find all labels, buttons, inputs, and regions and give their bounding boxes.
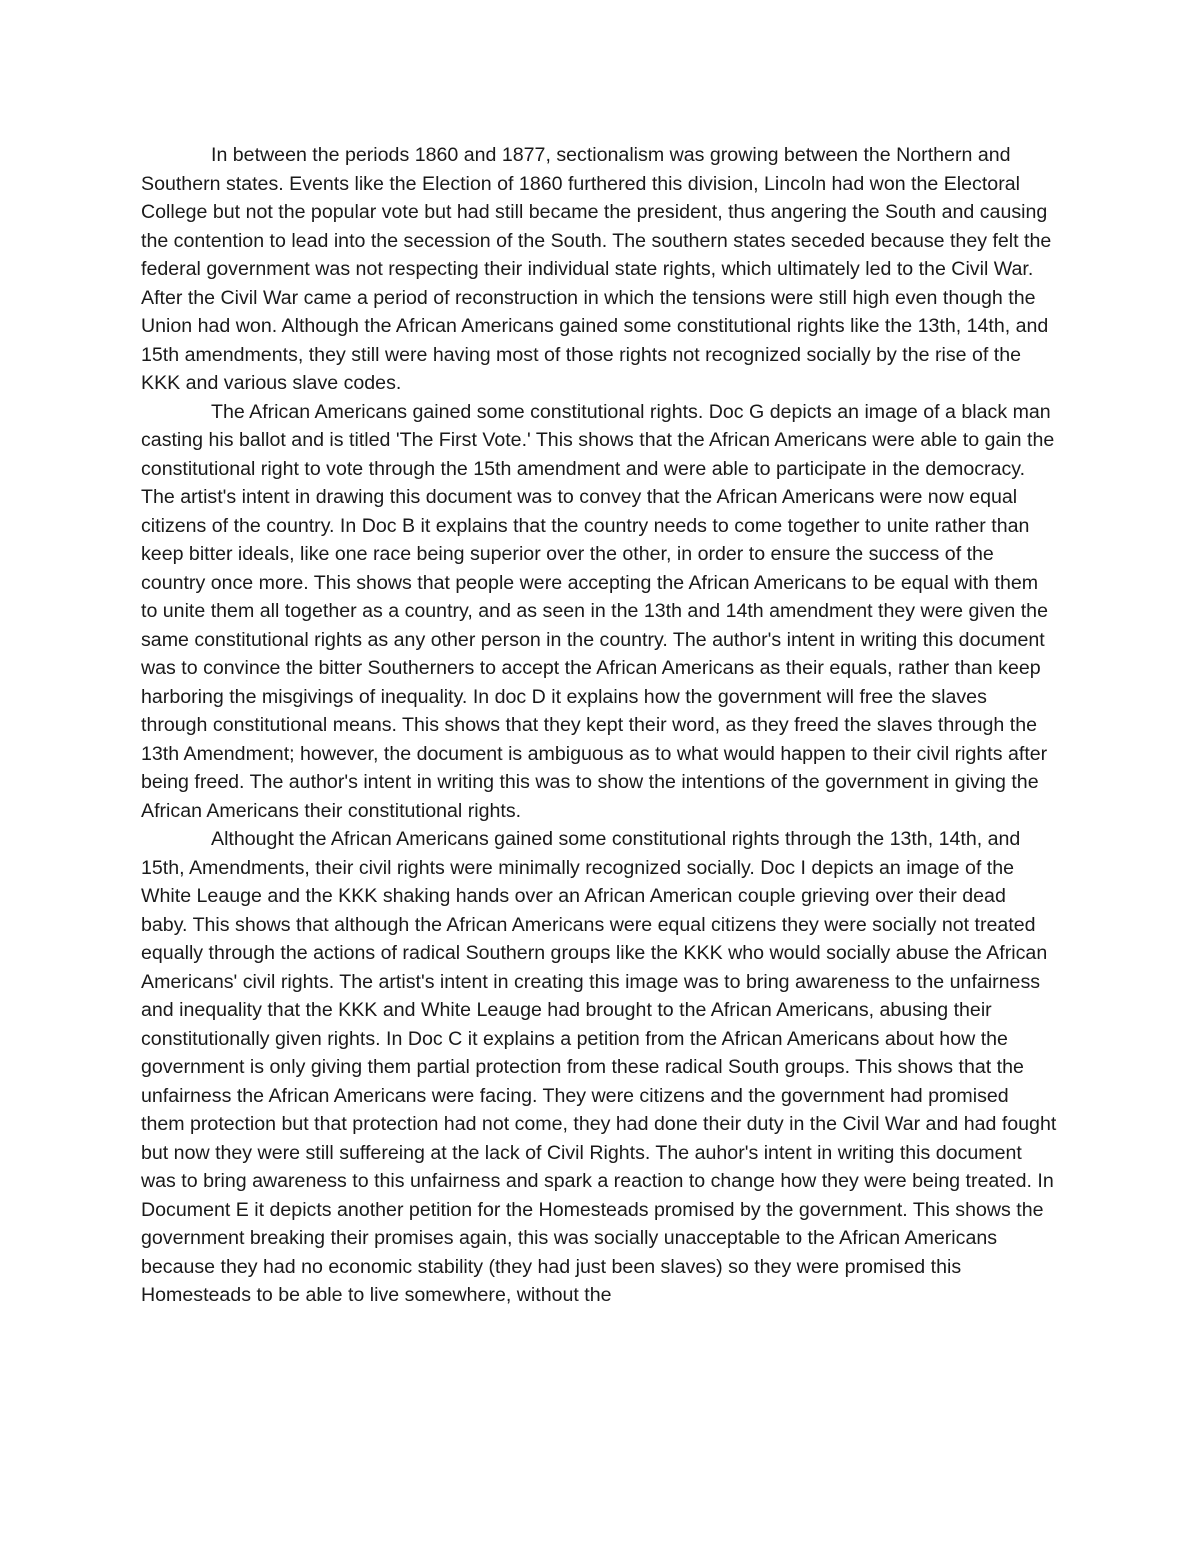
paragraph-intro: In between the periods 1860 and 1877, sectionalism was growing between the Northern and Southern states. Events like the Election of 1860 furthered this division, Lincoln had won the Electoral College but not the popular vote but had still became the president, thus angering the South and causing the contention to lead into the secession of the South. The southern states seceded because they felt the federal government was not respecting their individual state rights, which ultimately led to the Civil War. After the Civil War came a period of reconstruction in which the tensions were still high even though the Union had won. Although the African Americans gained some constitutional rights like the 13th, 14th, and 15th amendments, they still were having most of those rights not recognized socially by the rise of the KKK and various slave codes. [141, 144, 1052, 394]
paragraph-civil-rights: Althought the African Americans gained some constitutional rights through the 13th, 14th, and 15th, Amendments, their civil rights were minimally recognized socially. Doc I depicts an image of the White Leauge and the KKK shaking hands over an African American couple grieving over their dead baby. This shows that although the African Americans were equal citizens they were socially not treated equally through the actions of radical Southern groups like the KKK who would socially abuse the African Americans' civil rights. The artist's intent in creating this image was to bring awareness to the unfairness and inequality that the KKK and White Leauge had brought to the African Americans, abusing their constitutionally given rights. In Doc C it explains a petition from the African Americans about how the government is only giving them partial protection from these radical South groups. This shows that the unfairness the African Americans were facing. They were citizens and the government had promised them protection but that protection had not come, they had done their duty in the Civil War and had fought but now they were still suffereing at the lack of Civil Rights. The auhor's intent in writing this document was to bring awareness to this unfairness and spark a reaction to change how they were being treated. In Document E it depicts another petition for the Homesteads promised by the government. This shows the government breaking their promises again, this was socially unacceptable to the African Americans because they had no economic stability (they had just been slaves) so they were promised this Homesteads to be able to live somewhere, without the [141, 828, 1057, 1306]
essay-body [141, 141, 1057, 1310]
paragraph-constitutional-rights: The African Americans gained some constitutional rights. Doc G depicts an image of a black man casting his ballot and is titled 'The First Vote.' This shows that the African Americans were able to gain the constitutional right to vote through the 15th amendment and were able to participate in the democracy. The artist's intent in drawing this document was to convey that the African Americans were now equal citizens of the country. In Doc B it explains that the country needs to come together to unite rather than keep bitter ideals, like one race being superior over the other, in order to ensure the success of the country once more. This shows that people were accepting the African Americans to be equal with them to unite them all together as a country, and as seen in the 13th and 14th amendment they were given the same constitutional rights as any other person in the country. The author's intent in writing this document was to convince the bitter Southerners to accept the African Americans as their equals, rather than keep harboring the misgivings of inequality. In doc D it explains how the government will free the slaves through constitutional means. This shows that they kept their word, as they freed the slaves through the 13th Amendment; however, the document is ambiguous as to what would happen to their civil rights after being freed. The author's intent in writing this was to show the intentions of the government in giving the African Americans their constitutional rights. [141, 400, 1055, 822]
